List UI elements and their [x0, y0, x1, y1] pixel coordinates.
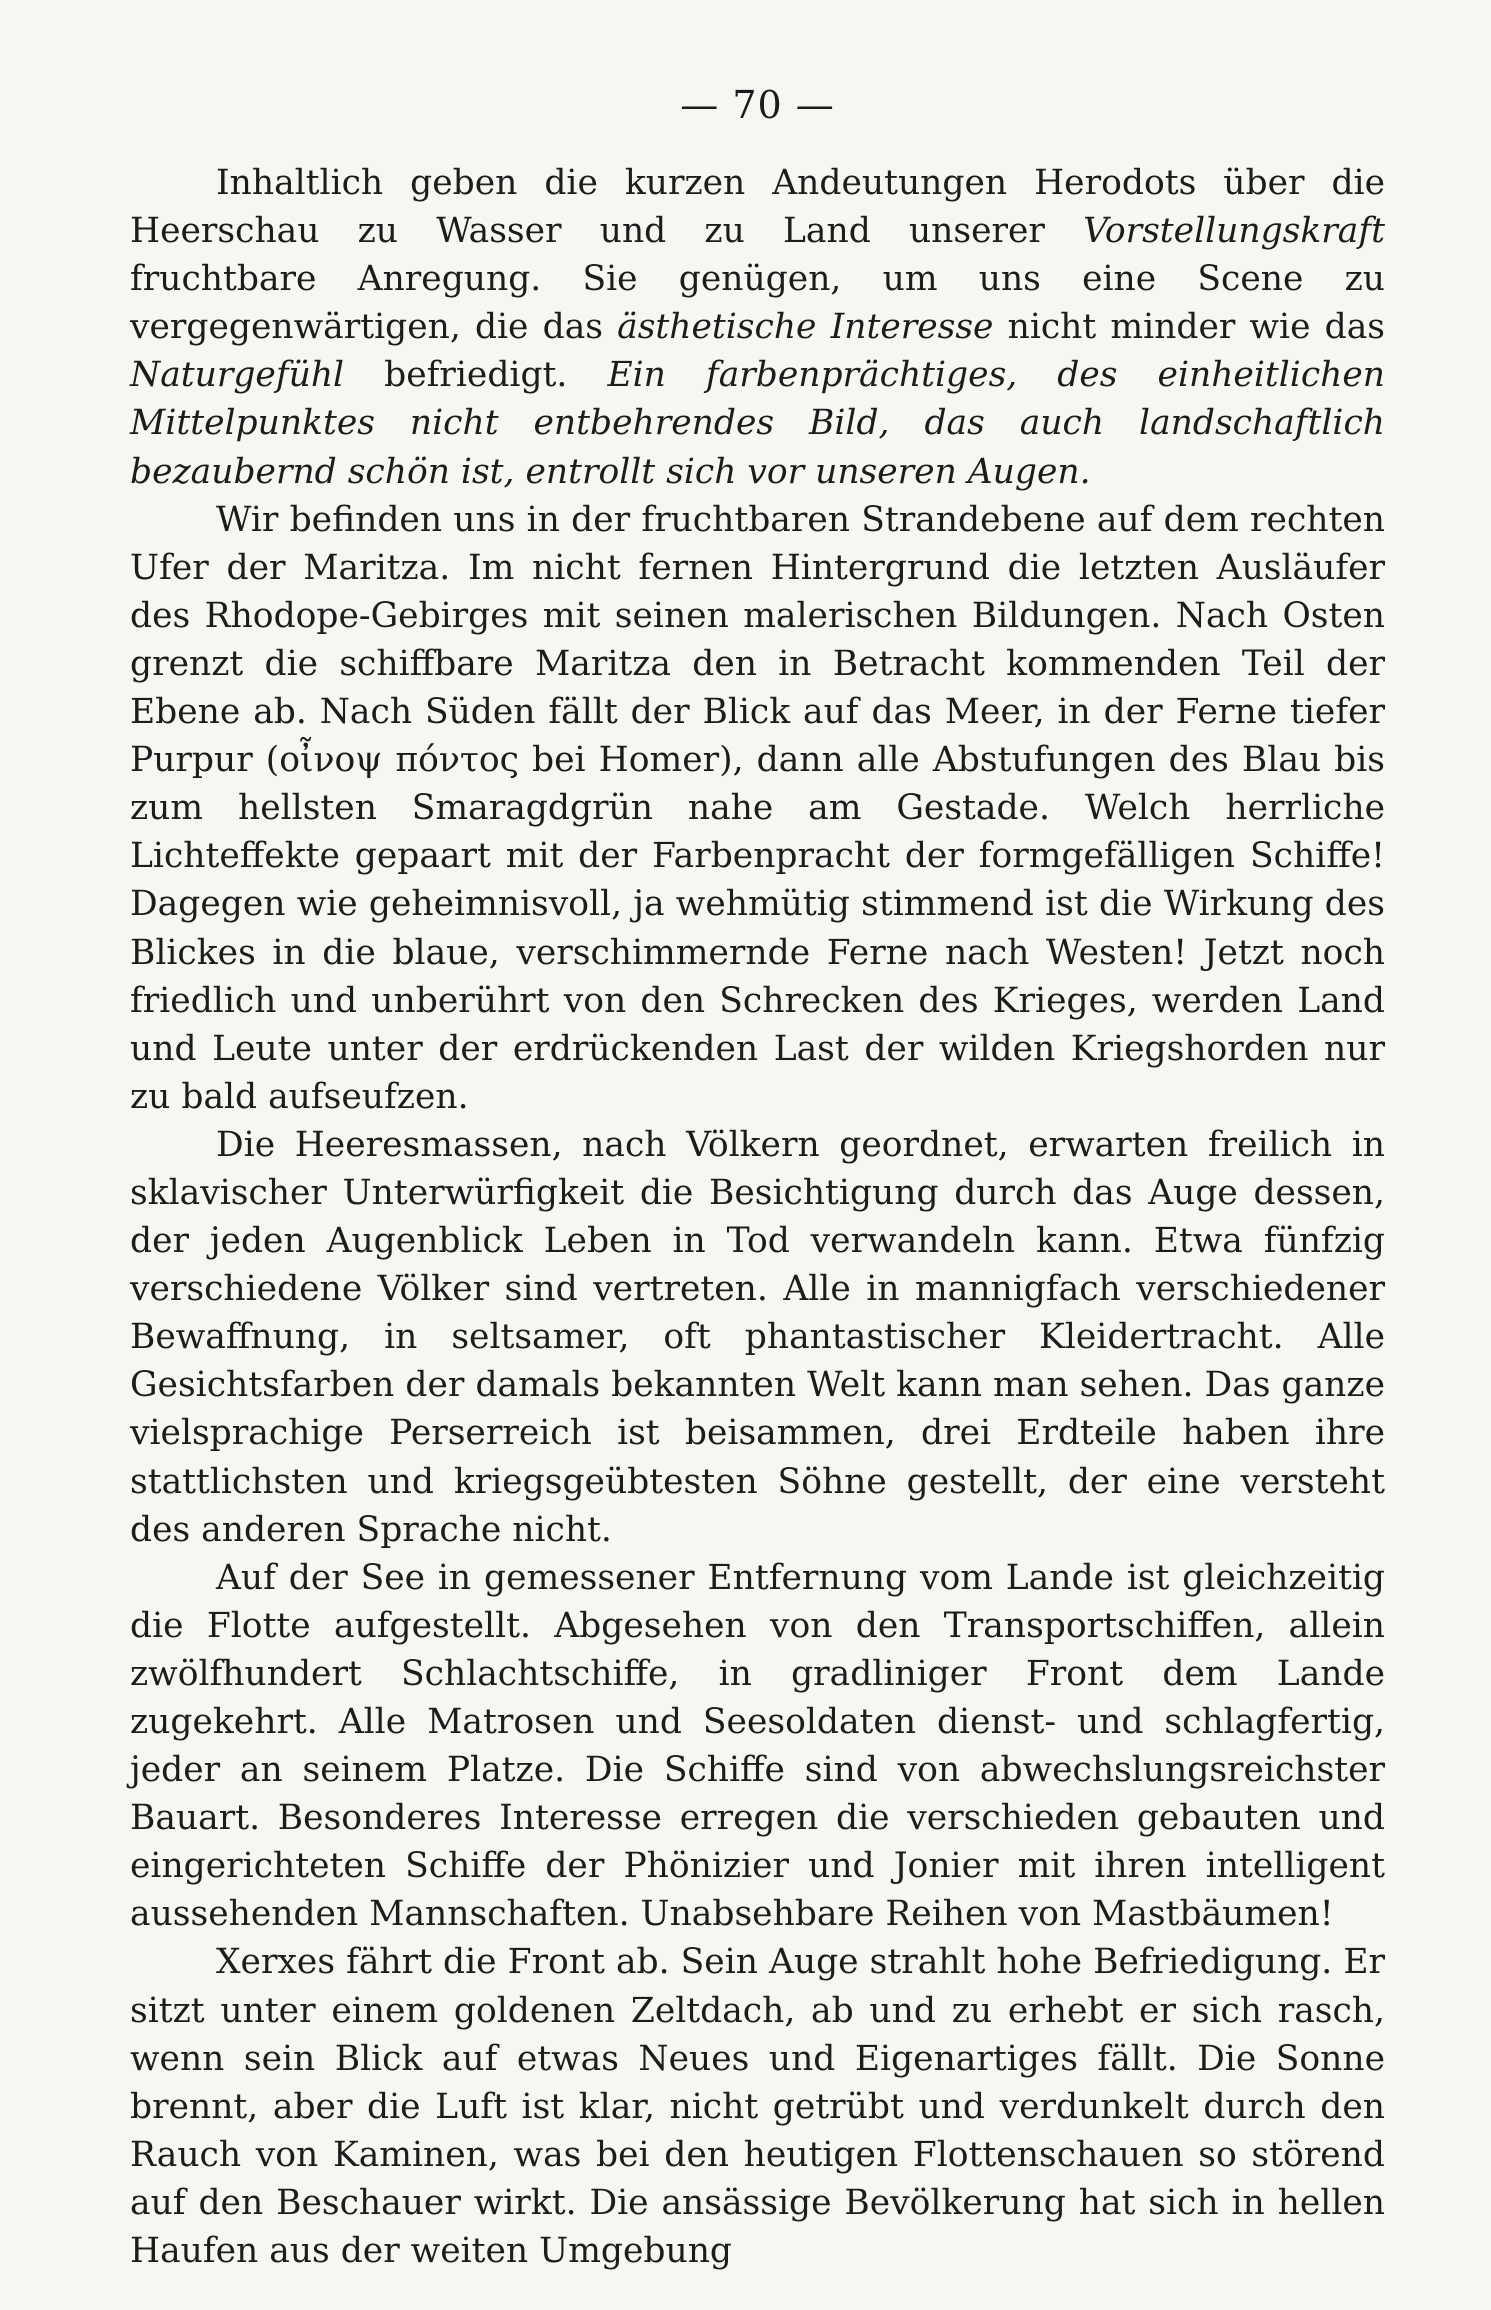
book-page [130, 75, 1385, 2275]
italic-phrase: Vorstellungskraft [1083, 211, 1385, 252]
page-number: — 70 — [680, 83, 835, 127]
italic-phrase: ästhetische Interesse [617, 307, 994, 348]
italic-phrase: Naturgefühl [130, 355, 345, 396]
paragraph-2: Wir befinden uns in der fruchtbaren Strandebene auf dem rechten Ufer der Maritza. Im nicht fernen Hintergrund die letzten Ausläufer des Rhodope-Gebirges mit seinen malerischen Bildungen. Nach Osten grenzt die schiffbare Maritza den in Betracht kommenden Teil der Ebene ab. Nach Süden fällt der Blick auf das Meer, in der Ferne tiefer Purpur (οἶνοψ πόντος bei Homer), dann alle Abstufungen des Blau bis zum hellsten Smaragdgrün nahe am Gestade. Welch herrliche Lichteffekte gepaart mit der Farbenpracht der formgefälligen Schiffe! Dagegen wie geheimnisvoll, ja wehmütig stimmend ist die Wirkung des Blickes in die blaue, verschimmernde Ferne nach Westen! Jetzt noch friedlich und unberührt von den Schrecken des Krieges, werden Land und Leute unter der erdrückenden Last der wilden Kriegshorden nur zu bald aufseufzen. [130, 499, 1385, 1117]
paragraph-1-text: nicht minder wie das [993, 307, 1385, 348]
paragraph-3: Die Heeresmassen, nach Völkern geordnet, erwarten freilich in sklavischer Unterwürfigkeit die Besichtigung durch das Auge dessen, der jeden Augenblick Leben in Tod verwandeln kann. Etwa fünfzig verschiedene Völker sind vertreten. Alle in mannigfach verschiedener Bewaffnung, in seltsamer, oft phantastischer Kleidertracht. Alle Gesichtsfarben der damals bekannten Welt kann man sehen. Das ganze vielsprachige Perserreich ist beisammen, drei Erdteile haben ihre stattlichsten und kriegsgeübtesten Söhne gestellt, der eine versteht des anderen Sprache nicht. [130, 1124, 1385, 1550]
italic-phrase: Ein farbenprächtiges, des einheitlichen Mittelpunktes nicht entbehrendes Bild, das auch landschaftlich bezaubernd schön ist, entrollt sich vor unseren Augen. [130, 355, 1385, 492]
paragraph-5: Xerxes fährt die Front ab. Sein Auge strahlt hohe Befriedigung. Er sitzt unter einem goldenen Zeltdach, ab und zu erhebt er sich rasch, wenn sein Blick auf etwas Neues und Eigenartiges fällt. Die Sonne brennt, aber die Luft ist klar, nicht getrübt und verdunkelt durch den Rauch von Kaminen, was bei den heutigen Flottenschauen so störend auf den Beschauer wirkt. Die ansässige Bevölkerung hat sich in hellen Haufen aus der weiten Umgebung [130, 1942, 1385, 2272]
body-text [130, 159, 1385, 2275]
paragraph-1-text: befriedigt. [344, 355, 608, 396]
paragraph-4: Auf der See in gemessener Entfernung vom Lande ist gleichzeitig die Flotte aufgestellt. Abgesehen von den Transportschiffen, allein zwölfhundert Schlachtschiffe, in gradliniger Front dem Lande zugekehrt. Alle Matrosen und Seesoldaten dienst- und schlagfertig, jeder an seinem Platze. Die Schiffe sind von abwechslungsreichster Bauart. Besonderes Interesse erregen die verschieden gebauten und eingerichteten Schiffe der Phönizier und Jonier mit ihren intelligent aussehenden Mannschaften. Unabsehbare Reihen von Mastbäumen! [130, 1557, 1385, 1935]
paragraph-1 [130, 159, 1385, 496]
paragraph-1-text: Inhaltlich geben die kurzen Andeutungen Herodots über die Heerschau zu Wasser und zu Land unserer [130, 163, 1385, 252]
paragraph-1-text: fruchtbare Anregung. Sie genügen, um uns eine Scene zu vergegenwärtigen, die das [130, 259, 1385, 348]
